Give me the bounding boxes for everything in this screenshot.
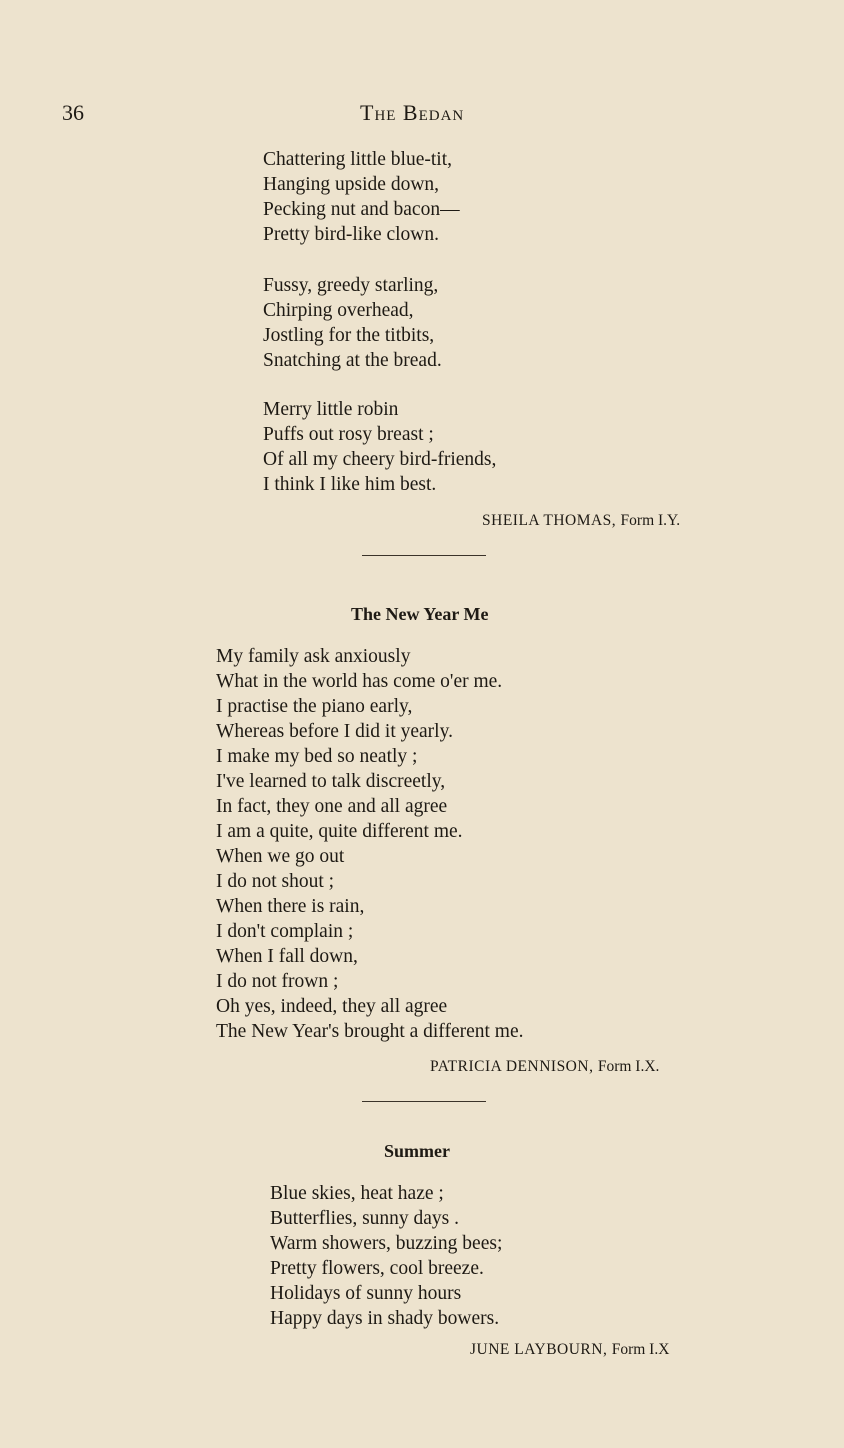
section-divider <box>362 1101 486 1102</box>
poem-line: When we go out <box>216 846 345 867</box>
poem-line: Warm showers, buzzing bees; <box>270 1233 503 1254</box>
poem-line: I've learned to talk discreetly, <box>216 771 446 792</box>
poem-line: Snatching at the bread. <box>263 350 442 371</box>
author-form: Form I.X. <box>597 1058 660 1075</box>
poem-line: I do not frown ; <box>216 971 339 992</box>
author-name: JUNE LAYBOURN, <box>470 1341 608 1358</box>
poem2-author <box>430 1058 659 1076</box>
author-name: SHEILA THOMAS, <box>482 512 617 529</box>
poem-line: Fussy, greedy starling, <box>263 275 439 296</box>
poem2-body <box>216 644 524 1044</box>
poem-line: When I fall down, <box>216 946 358 967</box>
page-number: 36 <box>62 100 84 125</box>
poem-line: Butterflies, sunny days . <box>270 1208 460 1229</box>
poem-line: I don't complain ; <box>216 921 354 942</box>
poem-line: My family ask anxiously <box>216 646 411 667</box>
poem-line: Merry little robin <box>263 399 399 420</box>
poem-line: Of all my cheery bird-friends, <box>263 449 497 470</box>
poem-line: The New Year's brought a different me. <box>216 1021 524 1042</box>
poem-line: Hanging upside down, <box>263 174 440 195</box>
poem-line: What in the world has come o'er me. <box>216 671 503 692</box>
poem3-title: Summer <box>384 1141 450 1161</box>
poem-line: Chirping overhead, <box>263 300 414 321</box>
poem-line: In fact, they one and all agree <box>216 796 448 817</box>
poem-line: Holidays of sunny hours <box>270 1283 462 1304</box>
poem3-body <box>270 1181 502 1331</box>
poem-line: I practise the piano early, <box>216 696 413 717</box>
poem1-stanza-1 <box>263 147 460 247</box>
running-title: The Bedan <box>360 100 465 125</box>
poem-line: When there is rain, <box>216 896 365 917</box>
author-form: Form I.X <box>611 1341 670 1358</box>
poem-line: Jostling for the titbits, <box>263 325 435 346</box>
poem-line: Blue skies, heat haze ; <box>270 1183 444 1204</box>
poem2-title: The New Year Me <box>351 604 489 624</box>
poem-line: Pretty bird-like clown. <box>263 224 440 245</box>
poem-line: Happy days in shady bowers. <box>270 1308 500 1329</box>
poem-line: I am a quite, quite different me. <box>216 821 463 842</box>
poem1-stanza-3 <box>263 397 496 497</box>
poem1-stanza-2 <box>263 273 442 373</box>
poem-line: I do not shout ; <box>216 871 335 892</box>
author-form: Form I.Y. <box>620 512 681 529</box>
poem1-author <box>482 512 680 530</box>
poem-line: Whereas before I did it yearly. <box>216 721 453 742</box>
poem3-author <box>470 1341 669 1359</box>
poem-line: Chattering little blue-tit, <box>263 149 453 170</box>
poem-line: Pretty flowers, cool breeze. <box>270 1258 484 1279</box>
section-divider <box>362 555 486 556</box>
poem-line: Pecking nut and bacon— <box>263 199 460 220</box>
poem-line: I make my bed so neatly ; <box>216 746 418 767</box>
poem-line: I think I like him best. <box>263 474 437 495</box>
poem-line: Puffs out rosy breast ; <box>263 424 434 445</box>
author-name: PATRICIA DENNISON, <box>430 1058 594 1075</box>
poem-line: Oh yes, indeed, they all agree <box>216 996 448 1017</box>
